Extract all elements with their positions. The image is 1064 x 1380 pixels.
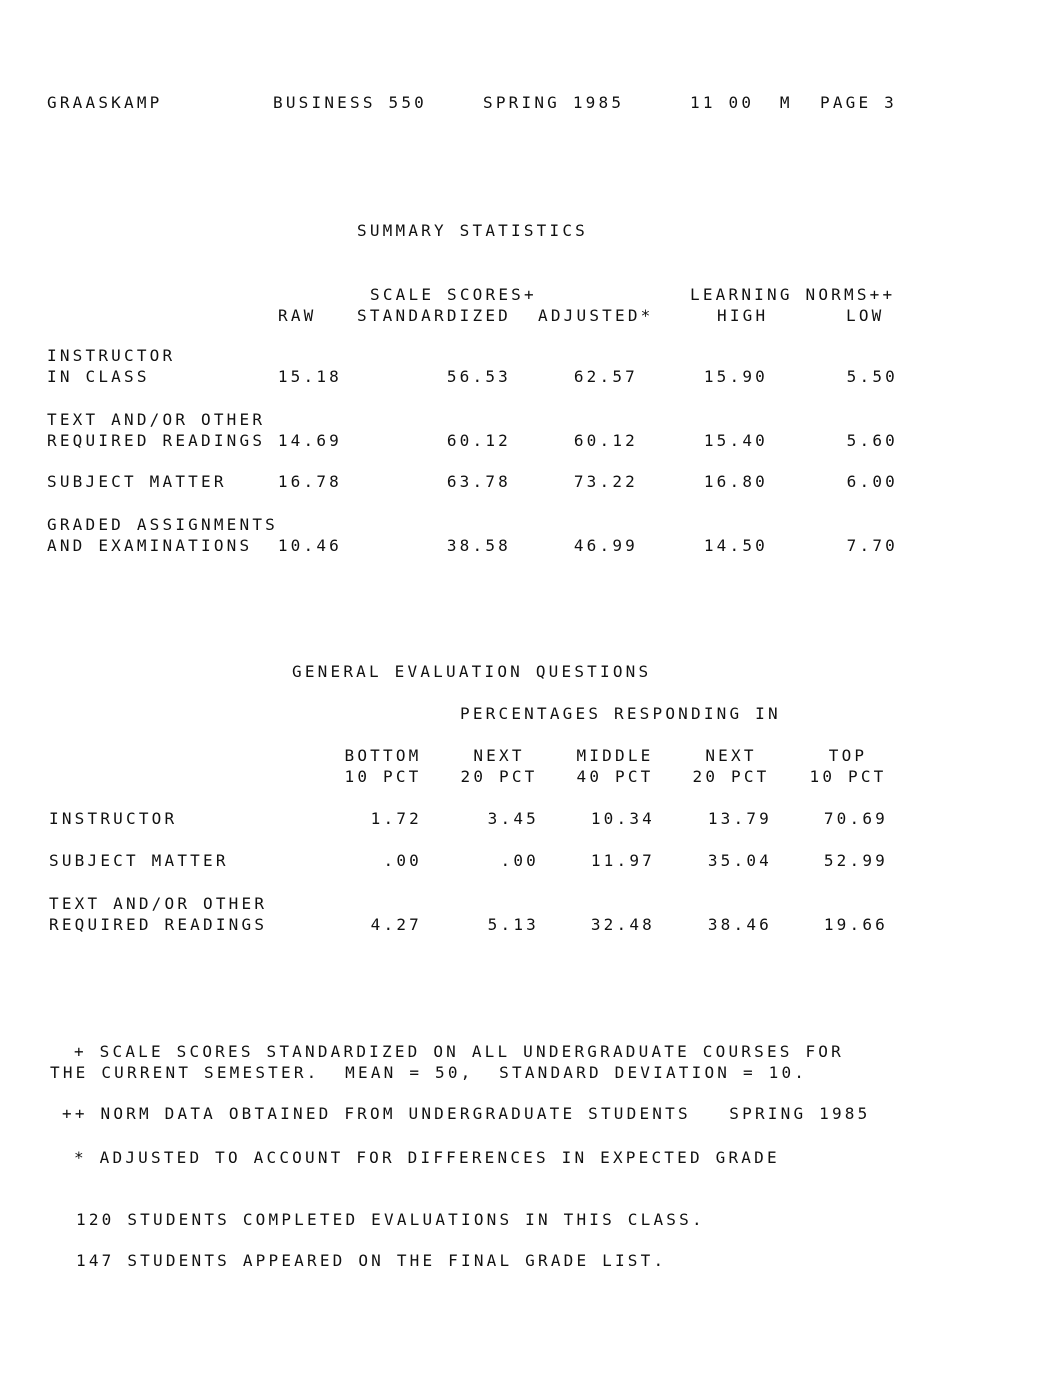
general-col-header: 20 PCT bbox=[692, 767, 770, 786]
general-title: GENERAL EVALUATION QUESTIONS bbox=[292, 662, 652, 681]
general-cell: 32.48 bbox=[590, 915, 655, 934]
learning-norms-label: LEARNING NORMS++ bbox=[690, 285, 896, 304]
summary-row-label: INSTRUCTOR bbox=[47, 346, 176, 365]
summary-cell-standardized: 60.12 bbox=[446, 431, 511, 450]
summary-cell-standardized: 63.78 bbox=[446, 472, 511, 491]
summary-cell-high: 15.40 bbox=[703, 431, 768, 450]
general-cell: 5.13 bbox=[487, 915, 539, 934]
summary-cell-adjusted: 46.99 bbox=[573, 536, 638, 555]
students-appeared: 147 STUDENTS APPEARED ON THE FINAL GRADE LIST. bbox=[76, 1251, 667, 1270]
general-cell: 70.69 bbox=[823, 809, 888, 828]
general-cell: 11.97 bbox=[590, 851, 655, 870]
course-label: BUSINESS 550 bbox=[273, 93, 427, 112]
general-cell: 38.46 bbox=[707, 915, 772, 934]
general-cell: 10.34 bbox=[590, 809, 655, 828]
general-cell: 52.99 bbox=[823, 851, 888, 870]
summary-cell-raw: 16.78 bbox=[277, 472, 342, 491]
general-col-header: 40 PCT bbox=[576, 767, 654, 786]
col-low: LOW bbox=[846, 306, 885, 325]
general-row-label: REQUIRED READINGS bbox=[49, 915, 268, 934]
note-adjusted: * ADJUSTED TO ACCOUNT FOR DIFFERENCES IN EXPECTED GRADE bbox=[74, 1148, 780, 1167]
summary-cell-high: 15.90 bbox=[703, 367, 768, 386]
summary-cell-standardized: 38.58 bbox=[446, 536, 511, 555]
general-cell: .00 bbox=[383, 851, 422, 870]
summary-row-label: REQUIRED READINGS bbox=[47, 431, 266, 450]
general-col-header: BOTTOM bbox=[344, 746, 422, 765]
summary-cell-high: 14.50 bbox=[703, 536, 768, 555]
note-scale-scores-cont: THE CURRENT SEMESTER. MEAN = 50, STANDARD DEVIATION = 10. bbox=[50, 1063, 808, 1082]
col-adjusted: ADJUSTED* bbox=[538, 306, 654, 325]
summary-title: SUMMARY STATISTICS bbox=[357, 221, 588, 240]
term-label: SPRING 1985 bbox=[483, 93, 625, 112]
students-completed: 120 STUDENTS COMPLETED EVALUATIONS IN THIS CLASS. bbox=[76, 1210, 705, 1229]
instructor-name: GRAASKAMP bbox=[47, 93, 163, 112]
general-col-header: 20 PCT bbox=[460, 767, 538, 786]
col-high: HIGH bbox=[717, 306, 769, 325]
summary-row-label: AND EXAMINATIONS bbox=[47, 536, 253, 555]
general-cell: 13.79 bbox=[707, 809, 772, 828]
general-col-header: TOP bbox=[828, 746, 868, 765]
general-cell: 4.27 bbox=[370, 915, 422, 934]
summary-cell-low: 6.00 bbox=[846, 472, 898, 491]
note-norm-data: ++ NORM DATA OBTAINED FROM UNDERGRADUATE STUDENTS SPRING 1985 bbox=[62, 1104, 871, 1123]
summary-cell-low: 7.70 bbox=[846, 536, 898, 555]
summary-cell-adjusted: 62.57 bbox=[573, 367, 638, 386]
note-scale-scores: + SCALE SCORES STANDARDIZED ON ALL UNDERGRADUATE COURSES FOR bbox=[74, 1042, 844, 1061]
general-col-header: MIDDLE bbox=[576, 746, 654, 765]
general-col-header: 10 PCT bbox=[344, 767, 422, 786]
summary-cell-raw: 10.46 bbox=[277, 536, 342, 555]
col-raw: RAW bbox=[278, 306, 317, 325]
summary-cell-raw: 15.18 bbox=[277, 367, 342, 386]
summary-cell-high: 16.80 bbox=[703, 472, 768, 491]
summary-cell-adjusted: 73.22 bbox=[573, 472, 638, 491]
general-cell: 19.66 bbox=[823, 915, 888, 934]
summary-cell-low: 5.50 bbox=[846, 367, 898, 386]
general-cell: 1.72 bbox=[370, 809, 422, 828]
general-row-label: INSTRUCTOR bbox=[49, 809, 178, 828]
general-col-header: NEXT bbox=[473, 746, 525, 765]
time-label: 11 00 M bbox=[690, 93, 793, 112]
summary-cell-low: 5.60 bbox=[846, 431, 898, 450]
summary-cell-standardized: 56.53 bbox=[446, 367, 511, 386]
general-cell: 35.04 bbox=[707, 851, 772, 870]
page-number: PAGE 3 bbox=[820, 93, 897, 112]
summary-row-label: IN CLASS bbox=[47, 367, 150, 386]
general-col-header: 10 PCT bbox=[809, 767, 887, 786]
general-cell: 3.45 bbox=[487, 809, 539, 828]
scale-scores-label: SCALE SCORES+ bbox=[370, 285, 537, 304]
general-row-label: TEXT AND/OR OTHER bbox=[49, 894, 268, 913]
general-cell: .00 bbox=[500, 851, 539, 870]
summary-cell-raw: 14.69 bbox=[277, 431, 342, 450]
general-col-header: NEXT bbox=[705, 746, 757, 765]
general-subtitle: PERCENTAGES RESPONDING IN bbox=[460, 704, 781, 723]
general-row-label: SUBJECT MATTER bbox=[49, 851, 229, 870]
col-standardized: STANDARDIZED bbox=[357, 306, 511, 325]
summary-row-label: GRADED ASSIGNMENTS bbox=[47, 515, 278, 534]
summary-row-label: TEXT AND/OR OTHER bbox=[47, 410, 266, 429]
summary-cell-adjusted: 60.12 bbox=[573, 431, 638, 450]
summary-row-label: SUBJECT MATTER bbox=[47, 472, 227, 491]
